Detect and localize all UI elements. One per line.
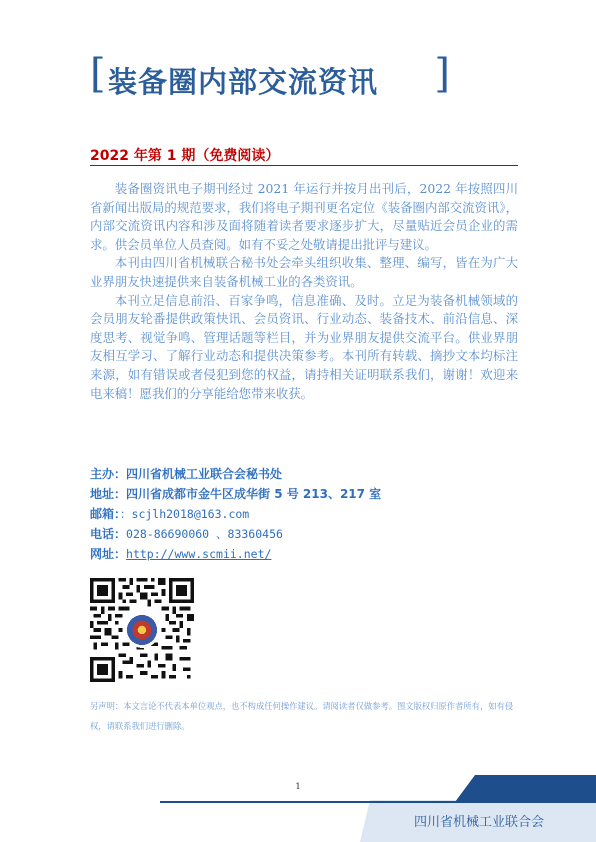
- phone-value: 028-86690060 、83360456: [126, 527, 283, 541]
- intro-paragraph-3: 本刊立足信息前沿、百家争鸣，信息准确、及时。立足为装备机械领域的会员朋友轮番提供政策快讯、会员资讯、行业动态、装备技术、前沿信息、深度思考、视觉争鸣、管理话题等栏目，并为业界朋友提供交流平台。供业界朋友相互学习、了解行业动态和提供决策参考。本刊所有转载、摘抄文本均标注来源，如有错误或者侵犯到您的权益，请持相关证明联系我们，谢谢！欢迎来电来稿！愿我们的分享能给您带来收获。: [90, 292, 518, 401]
- page-number: 1: [295, 782, 301, 791]
- phone-row: [90, 524, 520, 544]
- sponsor-label: 主办：: [90, 467, 127, 481]
- title-bracket-left: [: [90, 51, 106, 97]
- sponsor-row: [90, 464, 520, 484]
- intro-paragraph-1: 装备圈资讯电子期刊经过 2021 年运行并按月出刊后，2022 年按照四川省新闻出版局的规范要求，我们将电子期刊更名定位《装备圈内部交流资讯》，内部交流资讯内容和涉及面将随着读者要求逐步扩大，尽量贴近会员企业的需求。供会员单位人员查阅。如有不妥之处敬请提出批评与建议。: [90, 181, 518, 252]
- title-bracket-right: ]: [434, 51, 450, 97]
- footer-decoration: [0, 770, 596, 842]
- address-label: 地址：: [90, 487, 127, 501]
- intro-paragraph-2: 本刊由四川省机械联合秘书处会牵头组织收集、整理、编写，皆在为广大业界朋友快速提供来自装备机械工业的各类资讯。: [90, 255, 518, 289]
- page-title-text: 装备圈内部交流资讯: [108, 65, 379, 99]
- website-link[interactable]: http://www.scmii.net/: [126, 547, 272, 561]
- contact-info: [90, 464, 520, 564]
- website-row: [90, 544, 520, 564]
- sponsor-value: 四川省机械工业联合会秘书处: [126, 467, 283, 481]
- intro-text: [90, 180, 518, 403]
- page-title: [90, 51, 450, 100]
- disclaimer-text: 另声明：本文言论不代表本单位观点，也不构成任何操作建议。请阅读者仅做参考。图文版权归原作者所有，如有侵权，请联系我们进行删除。: [90, 701, 514, 731]
- website-label: 网址：: [90, 547, 127, 561]
- address-row: [90, 484, 520, 504]
- address-value: 四川省成都市金牛区成华街 5 号 213、217 室: [126, 487, 382, 501]
- email-value[interactable]: ：scjlh2018@163.com: [120, 507, 250, 521]
- issue-divider: [90, 165, 518, 166]
- qr-code-icon: [90, 578, 194, 682]
- email-row: [90, 504, 520, 524]
- phone-label: 电话：: [90, 527, 127, 541]
- email-label: 邮箱：: [90, 507, 121, 521]
- issue-label: 2022 年第 1 期（免费阅读）: [90, 148, 280, 164]
- footer-organization: 四川省机械工业联合会: [413, 815, 544, 830]
